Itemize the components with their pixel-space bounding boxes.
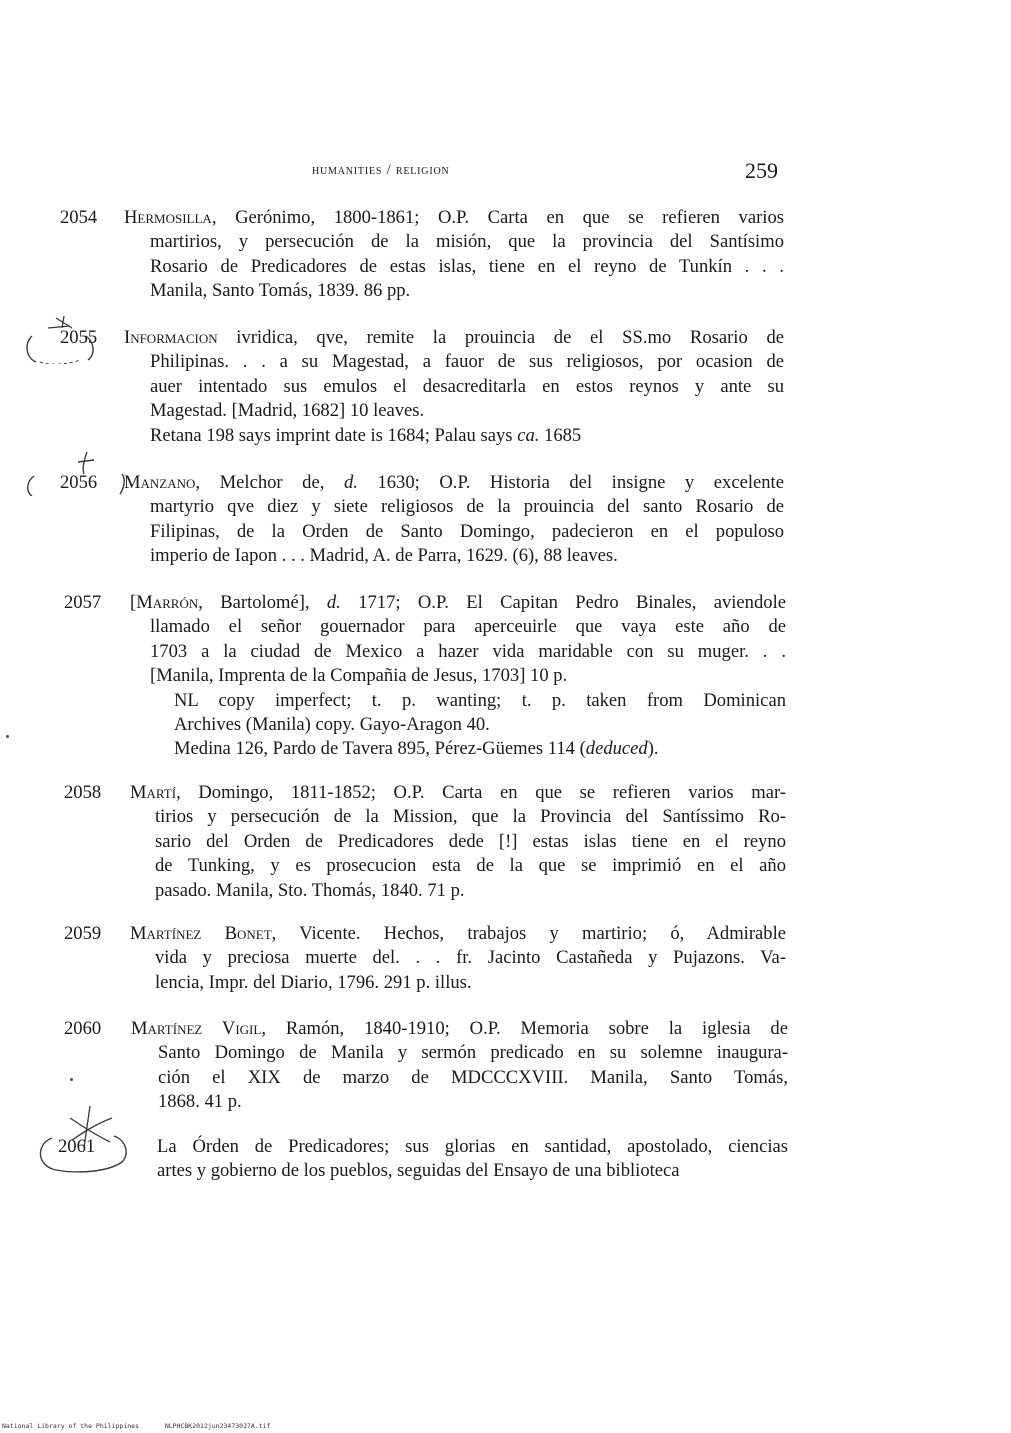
entry-author: Hermosilla	[124, 207, 212, 228]
entry-line: Philipinas. . . a su Magestad, a fauor de sus religiosos, por ocasion de	[150, 351, 784, 373]
entry-number: 2057	[64, 592, 102, 613]
entry-author: Marrón	[136, 592, 199, 613]
scan-file: NLPHCBK2012jun23473027A.tif	[164, 1422, 271, 1430]
entry-author: Informacion	[124, 327, 218, 348]
entry-author: Martínez Vigil	[131, 1018, 262, 1039]
entry-line: [Marrón, Bartolomé], d. 1717; O.P. El Capitan Pedro Binales, aviendole	[130, 592, 786, 613]
entry-number: 2061	[58, 1136, 96, 1157]
entry-2055	[60, 326, 784, 451]
entry-line: artes y gobierno de los pueblos, seguidas del Ensayo de una biblioteca	[157, 1160, 680, 1182]
entry-number: 2058	[64, 782, 102, 803]
entry-note: Archives (Manila) copy. Gayo-Aragon 40.	[174, 714, 490, 735]
scan-footer	[2, 1422, 270, 1430]
entry-2057	[64, 591, 786, 761]
entry-line: [Manila, Imprenta de la Compañia de Jesus, 1703] 10 p.	[150, 665, 568, 687]
entry-number: 2056	[60, 472, 98, 493]
entry-author: Martí	[130, 782, 177, 803]
entry-line: Manila, Santo Tomás, 1839. 86 pp.	[150, 280, 411, 302]
entry-note: Medina 126, Pardo de Tavera 895, Pérez-Güemes 114 (deduced).	[174, 738, 659, 760]
page-header	[0, 158, 1011, 188]
entry-author: Martínez Bonet	[130, 923, 272, 944]
entry-number: 2054	[60, 207, 98, 228]
entry-line: Santo Domingo de Manila y sermón predicado en su solemne inaugura-	[158, 1042, 788, 1064]
entry-line: pasado. Manila, Sto. Thomás, 1840. 71 p.	[155, 879, 465, 901]
entry-line: Martínez Vigil, Ramón, 1840-1910; O.P. Memoria sobre la iglesia de	[131, 1018, 788, 1039]
entry-line: imperio de Iapon . . . Madrid, A. de Parra, 1629. (6), 88 leaves.	[150, 545, 618, 567]
running-head: humanities / religion	[312, 162, 450, 178]
entry-line: Rosario de Predicadores de estas islas, tiene en el reyno de Tunkín . . .	[150, 255, 784, 277]
entry-line: ción el XIX de marzo de MDCCCXVIII. Manila, Santo Tomás,	[158, 1066, 788, 1088]
entry-2058	[64, 781, 786, 906]
entry-line: La Órden de Predicadores; sus glorias en santidad, apostolado, ciencias	[157, 1136, 788, 1157]
entry-line: martyrio qve diez y siete religiosos de la prouincia del santo Rosario de	[150, 496, 784, 518]
entry-2061	[58, 1135, 788, 1187]
entry-line: auer intentado sus emulos el desacreditarla en estos reynos y ante su	[150, 375, 784, 397]
entry-line: martirios, y persecución de la misión, que la provincia del Santísimo	[150, 231, 784, 253]
entry-line: 1868. 41 p.	[158, 1091, 242, 1113]
scan-speck	[70, 1078, 73, 1081]
entry-line: Martínez Bonet, Vicente. Hechos, trabajos y martirio; ó, Admirable	[130, 923, 787, 944]
entry-author: Manzano	[124, 472, 196, 493]
page-number: 259	[745, 158, 778, 183]
scan-speck	[6, 735, 9, 738]
entry-line: vida y preciosa muerte del. . . fr. Jacinto Castañeda y Pujazons. Va-	[155, 947, 786, 969]
entry-2056	[60, 471, 784, 571]
entry-line: lencia, Impr. del Diario, 1796. 291 p. illus.	[155, 971, 472, 993]
entry-line: tirios y persecución de la Mission, que la Provincia del Santíssimo Ro-	[155, 806, 786, 828]
entry-line: Martí, Domingo, 1811-1852; O.P. Carta en que se refieren varios mar-	[130, 782, 786, 803]
entry-2060	[64, 1017, 788, 1117]
entry-number: 2059	[64, 923, 102, 944]
entry-line: Filipinas, de la Orden de Santo Domingo, padecieron en el populoso	[150, 520, 784, 542]
entry-number: 2060	[64, 1018, 102, 1039]
entry-line: 1703 a la ciudad de Mexico a hazer vida maridable con su muger. . .	[150, 640, 786, 662]
entry-line: de Tunking, y es prosecucion esta de la que se imprimió en el año	[155, 855, 786, 877]
entry-line: Manzano, Melchor de, d. 1630; O.P. Historia del insigne y excelente	[124, 472, 784, 493]
entry-line: Hermosilla, Gerónimo, 1800-1861; O.P. Carta en que se refieren varios	[124, 207, 784, 228]
entry-number: 2055	[60, 327, 98, 348]
entry-line: Magestad. [Madrid, 1682] 10 leaves.	[150, 400, 425, 422]
entry-2059	[64, 922, 786, 998]
entry-line: sario del Orden de Predicadores dede [!] estas islas tiene en el reyno	[155, 830, 786, 852]
scan-credit: National Library of the Philippines	[2, 1422, 139, 1430]
entry-note: Retana 198 says imprint date is 1684; Palau says ca. 1685	[150, 424, 582, 446]
entry-line: llamado el señor gouernador para aperceuirle que vaya este año de	[150, 616, 786, 638]
entry-line: Informacion ivridica, qve, remite la prouincia de el SS.mo Rosario de	[124, 327, 784, 348]
entry-2054	[60, 206, 784, 306]
entry-note: NL copy imperfect; t. p. wanting; t. p. taken from Dominican	[174, 689, 786, 711]
